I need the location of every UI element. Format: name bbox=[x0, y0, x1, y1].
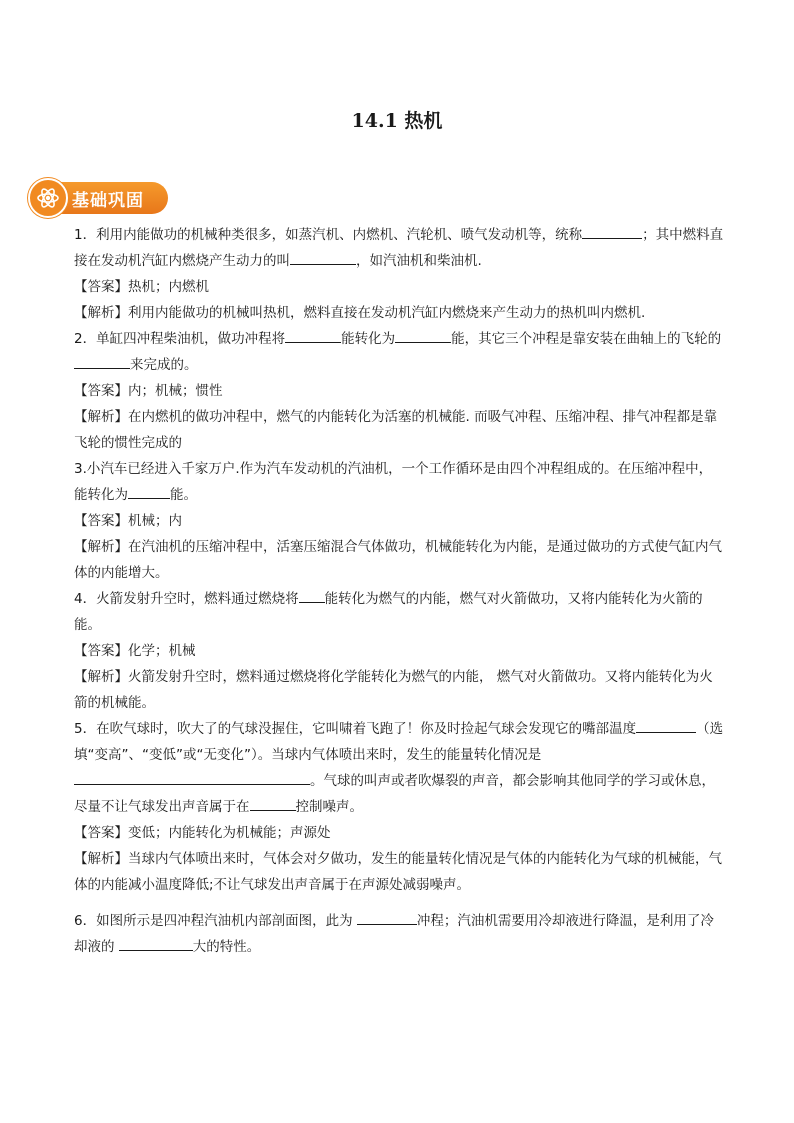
question-list bbox=[74, 222, 724, 960]
answer-blank bbox=[250, 796, 296, 811]
question-4: 4．火箭发射升空时，燃料通过燃烧将 能转化为燃气的内能，燃气对火箭做功，又将内能转化为火箭的能。 bbox=[74, 586, 724, 638]
answer-blank bbox=[582, 224, 642, 239]
answer-blank bbox=[119, 936, 193, 951]
answer-blank bbox=[128, 484, 170, 499]
question-3: 3.小汽车已经进入千家万户.作为汽车发动机的汽油机，一个工作循环是由四个冲程组成的。在压缩冲程中，能转化为 能。 bbox=[74, 461, 713, 503]
answer-blank bbox=[395, 328, 451, 343]
question-5: 5．在吹气球时，吹大了的气球没握住，它叫啸着飞跑了！你及时捡起气球会发现它的嘴部温度 （选填“变高”、“变低”或“无变化”）。当球内气体喷出来时，发生的能量转化情况是。气球的叫声或者吹爆裂的声音，都会影响其他同学的学习或休息，尽量不让气球发出声音属于在 控制噪声。 bbox=[74, 716, 724, 820]
question-6: 6．如图所示是四冲程汽油机内部剖面图，此为 冲程；汽油机需要用冷却液进行降温，是利用了冷却液的 大的特性。 bbox=[74, 908, 724, 960]
question-1: 1．利用内能做功的机械种类很多，如蒸汽机、内燃机、汽轮机、喷气发动机等，统称 ；其中燃料直接在发动机汽缸内燃烧产生动力的叫 ，如汽油机和柴油机. bbox=[74, 222, 724, 274]
answer-2: 【答案】内；机械；惯性 bbox=[74, 383, 223, 399]
answer-blank bbox=[636, 718, 696, 733]
page-title: 14.1 热机 bbox=[351, 110, 443, 132]
answer-5: 【答案】变低；内能转化为机械能；声源处 bbox=[74, 825, 331, 841]
section-banner bbox=[28, 178, 170, 218]
answer-blank bbox=[74, 770, 310, 785]
answer-blank bbox=[357, 910, 417, 925]
answer-blank bbox=[74, 354, 130, 369]
analysis-1: 【解析】利用内能做功的机械叫热机，燃料直接在发动机汽缸内燃烧来产生动力的热机叫内燃机. bbox=[74, 305, 646, 321]
answer-blank bbox=[285, 328, 341, 343]
analysis-3: 【解析】在汽油机的压缩冲程中，活塞压缩混合气体做功，机械能转化为内能，是通过做功的方式使气缸内气体的内能增大。 bbox=[74, 539, 722, 581]
analysis-4: 【解析】火箭发射升空时，燃料通过燃烧将化学能转化为燃气的内能， 燃气对火箭做功。又将内能转化为火箭的机械能。 bbox=[74, 669, 713, 711]
answer-blank bbox=[290, 250, 356, 265]
question-2: 2．单缸四冲程柴油机，做功冲程将 能转化为 能，其它三个冲程是靠安装在曲轴上的飞轮的来完成的。 bbox=[74, 326, 724, 378]
answer-1: 【答案】热机；内燃机 bbox=[74, 279, 209, 295]
answer-blank bbox=[299, 588, 325, 603]
atom-icon bbox=[28, 178, 68, 218]
answer-3: 【答案】机械；内 bbox=[74, 513, 182, 529]
analysis-5: 【解析】当球内气体喷出来时，气体会对夕做功，发生的能量转化情况是气体的内能转化为气球的机械能，气体的内能减小温度降低;不让气球发出声音属于在声源处减弱噪声。 bbox=[74, 851, 722, 893]
answer-4: 【答案】化学；机械 bbox=[74, 643, 196, 659]
analysis-2: 【解析】在内燃机的做功冲程中，燃气的内能转化为活塞的机械能. 而吸气冲程、压缩冲程、排气冲程都是靠飞轮的惯性完成的 bbox=[74, 409, 718, 451]
section-banner-label: 基础巩固 bbox=[72, 191, 144, 211]
